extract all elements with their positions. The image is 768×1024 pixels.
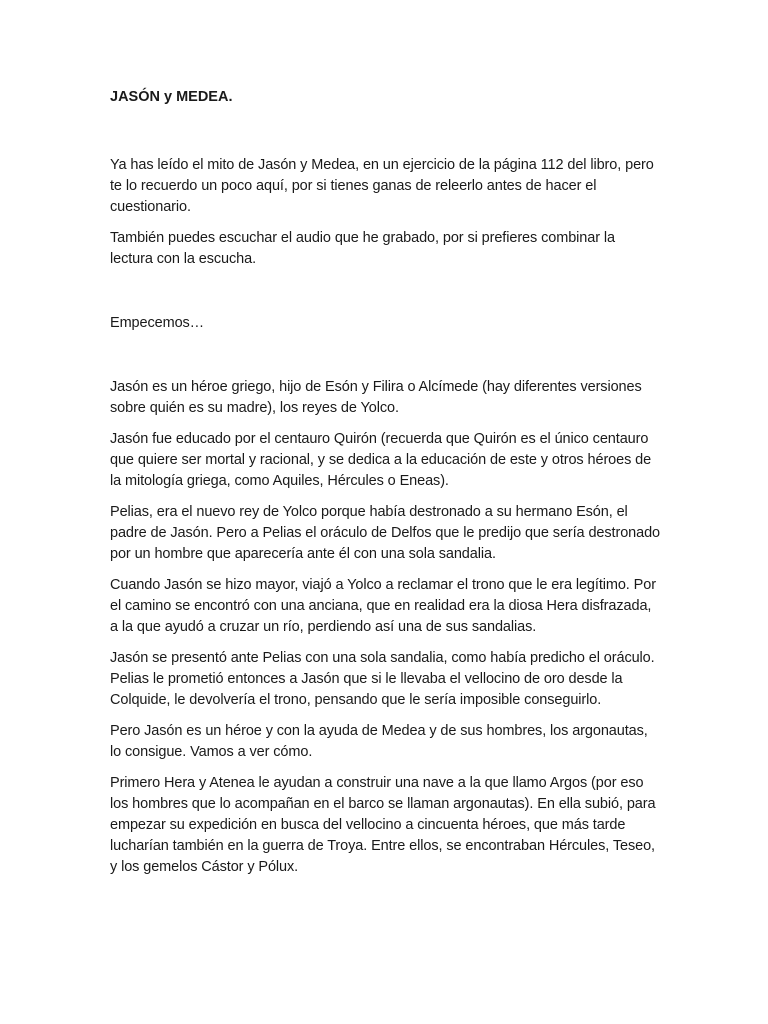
intro-paragraph-1: Ya has leído el mito de Jasón y Medea, en un ejercicio de la página 112 del libro, pero te lo recuerdo un poco aquí, por si tienes ganas de releerlo antes de hacer el cuestionario. [110,157,654,215]
document-title: JASÓN y MEDEA. [110,89,233,105]
body-paragraph-5: Jasón se presentó ante Pelias con una sola sandalia, como había predicho el oráculo. Pelias le prometió entonces a Jasón que si le llevaba el vellocino de oro desde la Colquide, le devolvería el trono, pensando que le sería imposible conseguirlo. [110,650,655,708]
body-paragraph-1: Jasón es un héroe griego, hijo de Esón y Filira o Alcímede (hay diferentes versiones sobre quién es su madre), los reyes de Yolco. [110,379,642,416]
body-paragraph-3: Pelias, era el nuevo rey de Yolco porque había destronado a su hermano Esón, el padre de Jasón. Pero a Pelias el oráculo de Delfos que le predijo que sería destronado por un hombre que aparecería ante él con una sola sandalia. [110,504,661,562]
document-page [110,87,660,888]
body-paragraph-4: Cuando Jasón se hizo mayor, viajó a Yolco a reclamar el trono que le era legítimo. Por el camino se encontró con una anciana, que en realidad era la diosa Hera disfrazada, a la que ayudó a cruzar un río, perdiendo así una de sus sandalias. [110,577,656,635]
start-line: Empecemos… [110,315,205,331]
body-paragraph-6: Pero Jasón es un héroe y con la ayuda de Medea y de sus hombres, los argonautas, lo consigue. Vamos a ver cómo. [110,723,648,760]
body-paragraph-2: Jasón fue educado por el centauro Quirón (recuerda que Quirón es el único centauro que quiere ser mortal y racional, y se dedica a la educación de este y otros héroes de la mitología griega, como Aquiles, Hércules o Eneas). [110,431,652,489]
intro-paragraph-2: También puedes escuchar el audio que he grabado, por si prefieres combinar la lectura con la escucha. [110,230,615,267]
body-paragraph-7: Primero Hera y Atenea le ayudan a construir una nave a la que llamo Argos (por eso los hombres que lo acompañan en el barco se llaman argonautas). En ella subió, para empezar su expedición en busca del vellocino a cincuenta héroes, que más tarde lucharían también en la guerra de Troya. Entre ellos, se encontraban Hércules, Teseo, y los gemelos Cástor y Pólux. [110,775,656,875]
